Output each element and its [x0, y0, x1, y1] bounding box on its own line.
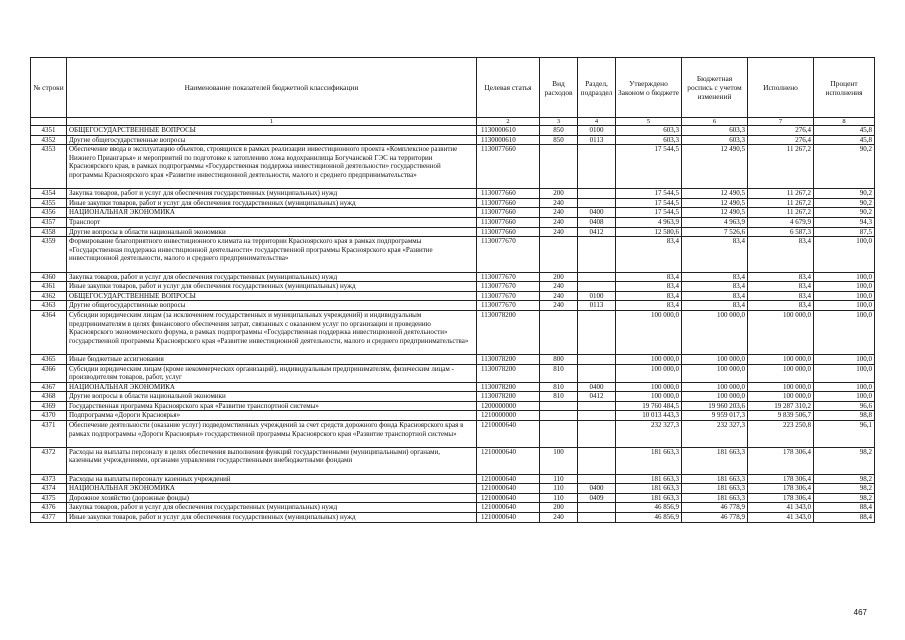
row-target-article: 1130078200: [477, 354, 540, 364]
row-name: Обеспечение ввода в эксплуатацию объектов, строящихся в рамках реализации инвестиционного проекта «Комплексное развитие Нижнего Приангарья» и мероприятий по подготовке к затоплению ложа водохранилища Богучанской ГЭС на территории Красноярского края, в рамках подпрограммы «Государственная поддержка инвестиционной деятельности» государственной программы Красноярского края «Развитие инвестиционной деятельности, малого и среднего предпринимательства»: [67, 145, 477, 189]
row-executed: 276,4: [748, 135, 814, 145]
row-section: [578, 401, 616, 411]
row-target-article: 1200000000: [477, 401, 540, 411]
row-executed: 100 000,0: [748, 382, 814, 392]
header-target-article: Целевая статья: [477, 58, 540, 118]
row-expense-type: 200: [540, 503, 578, 513]
row-section: 0408: [578, 217, 616, 227]
row-name: ОБЩЕГОСУДАРСТВЕННЫЕ ВОПРОСЫ: [67, 291, 477, 301]
row-percent: 100,0: [814, 364, 875, 382]
row-target-article: 1210000640: [477, 447, 540, 474]
row-percent: 100,0: [814, 310, 875, 354]
row-section: 0409: [578, 493, 616, 503]
row-target-article: 1210000640: [477, 503, 540, 513]
row-section: [578, 282, 616, 292]
table-row: [31, 503, 875, 513]
page-number: 467: [853, 608, 867, 617]
row-section: [578, 411, 616, 421]
row-target-article: 1130077660: [477, 217, 540, 227]
row-percent: 94,3: [814, 217, 875, 227]
row-expense-type: 850: [540, 135, 578, 145]
row-executed: 100 000,0: [748, 364, 814, 382]
table-row: [31, 126, 875, 136]
row-section: 0400: [578, 484, 616, 494]
row-executed: 178 306,4: [748, 447, 814, 474]
row-target-article: 1130077670: [477, 291, 540, 301]
row-name: НАЦИОНАЛЬНАЯ ЭКОНОМИКА: [67, 208, 477, 218]
column-number-row: [31, 118, 875, 126]
row-target-article: 1130077660: [477, 145, 540, 189]
row-budget-list: 83,4: [682, 301, 748, 311]
row-percent: 100,0: [814, 382, 875, 392]
table-row: [31, 411, 875, 421]
row-budget-list: 12 490,5: [682, 198, 748, 208]
row-number: 4365: [31, 354, 67, 364]
row-expense-type: 110: [540, 474, 578, 484]
row-number: 4373: [31, 474, 67, 484]
row-name: Обеспечение деятельности (оказание услуг) подведомственных учреждений за счет средств дорожного фонда Красноярского края в рамках подпрограммы «Дороги Красноярья» государственной программы Красноярского края «Развитие транспортной системы»: [67, 421, 477, 448]
row-budget-list: 181 663,3: [682, 493, 748, 503]
row-budget-list: 83,4: [682, 282, 748, 292]
header-executed: Исполнено: [748, 58, 814, 118]
row-section: 0400: [578, 208, 616, 218]
row-budget-list: 100 000,0: [682, 364, 748, 382]
table-row: [31, 401, 875, 411]
row-name: Субсидии юридическим лицам (кроме некоммерческих организаций), индивидуальным предпринимателям, физическим лицам - производителям товаров, работ, услуг: [67, 364, 477, 382]
row-name: Иные закупки товаров, работ и услуг для обеспечения государственных (муниципальных) нужд: [67, 282, 477, 292]
table-row: [31, 198, 875, 208]
row-number: 4356: [31, 208, 67, 218]
row-name: Другие вопросы в области национальной экономики: [67, 227, 477, 237]
row-expense-type: [540, 401, 578, 411]
row-budget-list: 181 663,3: [682, 447, 748, 474]
row-budget-list: 100 000,0: [682, 310, 748, 354]
row-number: 4366: [31, 364, 67, 382]
row-number: 4353: [31, 145, 67, 189]
table-row: [31, 382, 875, 392]
row-executed: 11 267,2: [748, 145, 814, 189]
row-name: Иные бюджетные ассигнования: [67, 354, 477, 364]
row-section: 0113: [578, 301, 616, 311]
row-percent: 98,2: [814, 474, 875, 484]
row-expense-type: 110: [540, 484, 578, 494]
row-expense-type: 240: [540, 208, 578, 218]
row-target-article: 1130078200: [477, 310, 540, 354]
row-name: Транспорт: [67, 217, 477, 227]
row-section: [578, 189, 616, 199]
column-number: 1: [67, 118, 477, 126]
row-expense-type: [540, 411, 578, 421]
row-percent: 98,2: [814, 484, 875, 494]
table-row: [31, 189, 875, 199]
row-budget-list: 4 963,9: [682, 217, 748, 227]
row-number: 4359: [31, 237, 67, 272]
row-number: 4360: [31, 272, 67, 282]
row-target-article: 1130077670: [477, 282, 540, 292]
row-number: 4351: [31, 126, 67, 136]
row-budget-list: 46 778,9: [682, 503, 748, 513]
row-budget-list: 100 000,0: [682, 392, 748, 402]
table-row: [31, 282, 875, 292]
row-budget-list: 83,4: [682, 291, 748, 301]
row-number: 4374: [31, 484, 67, 494]
row-percent: 100,0: [814, 301, 875, 311]
row-section: 0113: [578, 135, 616, 145]
row-expense-type: 240: [540, 198, 578, 208]
row-executed: 83,4: [748, 291, 814, 301]
row-name: Дорожное хозяйство (дорожные фонды): [67, 493, 477, 503]
row-approved: 10 013 443,3: [616, 411, 682, 421]
row-section: [578, 364, 616, 382]
row-percent: 100,0: [814, 282, 875, 292]
row-name: Расходы на выплаты персоналу в целях обеспечения выполнения функций государственными (муниципальными) органами, казенными учреждениями, органами управления государственными внебюджетными фондами: [67, 447, 477, 474]
row-approved: 46 856,9: [616, 503, 682, 513]
row-approved: 100 000,0: [616, 310, 682, 354]
row-number: 4358: [31, 227, 67, 237]
row-section: [578, 503, 616, 513]
row-name: Закупка товаров, работ и услуг для обеспечения государственных (муниципальных) нужд: [67, 272, 477, 282]
row-target-article: 1130078200: [477, 392, 540, 402]
row-section: 0400: [578, 382, 616, 392]
row-executed: 9 839 506,7: [748, 411, 814, 421]
row-budget-list: 12 490,5: [682, 189, 748, 199]
row-expense-type: 110: [540, 493, 578, 503]
row-approved: 4 963,9: [616, 217, 682, 227]
row-percent: 98,2: [814, 493, 875, 503]
row-percent: 96,1: [814, 421, 875, 448]
row-executed: 276,4: [748, 126, 814, 136]
header-percent: Процент исполнения: [814, 58, 875, 118]
column-number: 3: [540, 118, 578, 126]
column-number: 5: [616, 118, 682, 126]
column-number: 2: [477, 118, 540, 126]
row-target-article: 1130000610: [477, 126, 540, 136]
row-target-article: 1130077660: [477, 189, 540, 199]
row-number: 4377: [31, 513, 67, 523]
row-section: 0412: [578, 227, 616, 237]
row-percent: 88,4: [814, 513, 875, 523]
row-budget-list: 232 327,3: [682, 421, 748, 448]
row-section: 0412: [578, 392, 616, 402]
row-name: НАЦИОНАЛЬНАЯ ЭКОНОМИКА: [67, 382, 477, 392]
row-approved: 17 544,5: [616, 208, 682, 218]
row-percent: 100,0: [814, 237, 875, 272]
row-expense-type: 240: [540, 282, 578, 292]
row-percent: 90,2: [814, 189, 875, 199]
header-approved: Утверждено Законом о бюджете: [616, 58, 682, 118]
table-row: [31, 421, 875, 448]
row-name: Расходы на выплаты персоналу казенных учреждений: [67, 474, 477, 484]
row-number: 4372: [31, 447, 67, 474]
row-approved: 17 544,5: [616, 189, 682, 199]
table-row: [31, 208, 875, 218]
row-percent: 87,5: [814, 227, 875, 237]
table-row: [31, 237, 875, 272]
row-number: 4352: [31, 135, 67, 145]
row-name: Иные закупки товаров, работ и услуг для обеспечения государственных (муниципальных) нужд: [67, 513, 477, 523]
row-budget-list: 12 490,5: [682, 145, 748, 189]
row-percent: 90,2: [814, 208, 875, 218]
table-row: [31, 227, 875, 237]
row-approved: 181 663,3: [616, 447, 682, 474]
row-executed: 83,4: [748, 301, 814, 311]
table-row: [31, 145, 875, 189]
column-number: 7: [748, 118, 814, 126]
table-row: [31, 310, 875, 354]
row-name: Иные закупки товаров, работ и услуг для обеспечения государственных (муниципальных) нужд: [67, 198, 477, 208]
row-target-article: 1130000610: [477, 135, 540, 145]
row-expense-type: 240: [540, 301, 578, 311]
row-expense-type: 240: [540, 217, 578, 227]
row-budget-list: 19 960 203,6: [682, 401, 748, 411]
row-expense-type: 850: [540, 126, 578, 136]
row-approved: 83,4: [616, 237, 682, 272]
row-percent: 96,6: [814, 401, 875, 411]
row-number: 4362: [31, 291, 67, 301]
row-section: [578, 354, 616, 364]
header-name: Наименование показателей бюджетной классификации: [67, 58, 477, 118]
row-expense-type: 810: [540, 364, 578, 382]
row-name: Субсидии юридическим лицам (за исключением государственных и муниципальных учреждений) и индивидуальным предпринимателям в целях финансового обеспечения затрат, связанных с оказанием услуг по организации и проведению Красноярского экономического форума, в рамках подпрограммы «Государственная поддержка инвестиционной деятельности» государственной программы Красноярского края «Развитие инвестиционной деятельности, малого и среднего предпринимательства»: [67, 310, 477, 354]
row-approved: 100 000,0: [616, 392, 682, 402]
row-expense-type: 100: [540, 447, 578, 474]
row-target-article: 1130077670: [477, 272, 540, 282]
row-target-article: 1130077660: [477, 227, 540, 237]
row-number: 4357: [31, 217, 67, 227]
row-executed: 11 267,2: [748, 198, 814, 208]
table-body: [31, 126, 875, 523]
header-row-number: № строки: [31, 58, 67, 118]
row-approved: 181 663,3: [616, 474, 682, 484]
column-number: 4: [578, 118, 616, 126]
row-executed: 83,4: [748, 282, 814, 292]
row-target-article: 1210000640: [477, 474, 540, 484]
row-number: 4369: [31, 401, 67, 411]
column-number: 8: [814, 118, 875, 126]
row-number: 4363: [31, 301, 67, 311]
row-approved: 181 663,3: [616, 484, 682, 494]
row-name: Формирование благоприятного инвестиционного климата на территории Красноярского края в рамках подпрограммы «Государственная поддержка инвестиционной деятельности» государственной программы Красноярского края «Развитие инвестиционной деятельности, малого и среднего предпринимательства»: [67, 237, 477, 272]
row-number: 4361: [31, 282, 67, 292]
table-row: [31, 291, 875, 301]
table-row: [31, 301, 875, 311]
row-target-article: 1210000000: [477, 411, 540, 421]
row-number: 4368: [31, 392, 67, 402]
row-percent: 100,0: [814, 272, 875, 282]
row-approved: 17 544,5: [616, 145, 682, 189]
table-row: [31, 135, 875, 145]
row-expense-type: 240: [540, 291, 578, 301]
row-approved: 83,4: [616, 272, 682, 282]
row-target-article: 1210000640: [477, 513, 540, 523]
row-target-article: 1130078200: [477, 382, 540, 392]
table-row: [31, 217, 875, 227]
row-expense-type: [540, 237, 578, 272]
row-name: НАЦИОНАЛЬНАЯ ЭКОНОМИКА: [67, 484, 477, 494]
row-executed: 83,4: [748, 272, 814, 282]
row-name: Закупка товаров, работ и услуг для обеспечения государственных (муниципальных) нужд: [67, 503, 477, 513]
row-budget-list: 46 778,9: [682, 513, 748, 523]
row-executed: 41 343,0: [748, 513, 814, 523]
table-row: [31, 272, 875, 282]
row-percent: 100,0: [814, 392, 875, 402]
row-name: Закупка товаров, работ и услуг для обеспечения государственных (муниципальных) нужд: [67, 189, 477, 199]
header-expense-type: Вид расходов: [540, 58, 578, 118]
row-section: [578, 474, 616, 484]
row-executed: 100 000,0: [748, 354, 814, 364]
row-percent: 88,4: [814, 503, 875, 513]
row-expense-type: 200: [540, 272, 578, 282]
row-section: 0100: [578, 126, 616, 136]
row-approved: 83,4: [616, 301, 682, 311]
row-executed: 83,4: [748, 237, 814, 272]
table-row: [31, 484, 875, 494]
row-approved: 19 760 484,5: [616, 401, 682, 411]
row-section: [578, 272, 616, 282]
row-expense-type: [540, 421, 578, 448]
budget-table: [30, 57, 875, 523]
row-target-article: 1130077670: [477, 237, 540, 272]
row-target-article: 1210000640: [477, 421, 540, 448]
row-expense-type: [540, 145, 578, 189]
row-approved: 100 000,0: [616, 354, 682, 364]
row-budget-list: 100 000,0: [682, 354, 748, 364]
row-approved: 83,4: [616, 282, 682, 292]
row-executed: 11 267,2: [748, 208, 814, 218]
row-percent: 90,2: [814, 145, 875, 189]
row-percent: 45,8: [814, 126, 875, 136]
row-executed: 178 306,4: [748, 474, 814, 484]
column-number: [31, 118, 67, 126]
row-name: Другие вопросы в области национальной экономики: [67, 392, 477, 402]
row-name: Другие общегосударственные вопросы: [67, 135, 477, 145]
row-number: 4354: [31, 189, 67, 199]
row-executed: 178 306,4: [748, 493, 814, 503]
row-percent: 98,8: [814, 411, 875, 421]
row-target-article: 1130077660: [477, 208, 540, 218]
row-executed: 11 267,2: [748, 189, 814, 199]
row-expense-type: 240: [540, 513, 578, 523]
row-executed: 19 287 310,2: [748, 401, 814, 411]
row-executed: 4 679,9: [748, 217, 814, 227]
table-row: [31, 447, 875, 474]
row-percent: 100,0: [814, 291, 875, 301]
budget-table-sheet: [30, 57, 874, 523]
table-row: [31, 493, 875, 503]
row-approved: 603,3: [616, 126, 682, 136]
row-budget-list: 9 959 017,3: [682, 411, 748, 421]
row-expense-type: 810: [540, 392, 578, 402]
row-executed: 100 000,0: [748, 310, 814, 354]
row-approved: 17 544,5: [616, 198, 682, 208]
row-expense-type: 800: [540, 354, 578, 364]
row-budget-list: 83,4: [682, 237, 748, 272]
row-approved: 232 327,3: [616, 421, 682, 448]
row-approved: 100 000,0: [616, 364, 682, 382]
row-percent: 90,2: [814, 198, 875, 208]
row-target-article: 1130077670: [477, 301, 540, 311]
header-section: Раздел, подраздел: [578, 58, 616, 118]
table-row: [31, 392, 875, 402]
table-row: [31, 364, 875, 382]
row-executed: 223 250,8: [748, 421, 814, 448]
row-number: 4355: [31, 198, 67, 208]
row-number: 4364: [31, 310, 67, 354]
row-budget-list: 7 526,6: [682, 227, 748, 237]
row-percent: 45,8: [814, 135, 875, 145]
row-section: [578, 198, 616, 208]
row-approved: 46 856,9: [616, 513, 682, 523]
row-name: ОБЩЕГОСУДАРСТВЕННЫЕ ВОПРОСЫ: [67, 126, 477, 136]
row-budget-list: 83,4: [682, 272, 748, 282]
column-number: 6: [682, 118, 748, 126]
table-row: [31, 474, 875, 484]
row-section: [578, 447, 616, 474]
row-name: Государственная программа Красноярского края «Развитие транспортной системы»: [67, 401, 477, 411]
row-number: 4370: [31, 411, 67, 421]
row-approved: 100 000,0: [616, 382, 682, 392]
row-target-article: 1210000640: [477, 484, 540, 494]
row-executed: 6 587,3: [748, 227, 814, 237]
row-name: Подпрограмма «Дороги Красноярья»: [67, 411, 477, 421]
row-number: 4367: [31, 382, 67, 392]
row-target-article: 1210000640: [477, 493, 540, 503]
row-budget-list: 603,3: [682, 126, 748, 136]
row-approved: 12 580,6: [616, 227, 682, 237]
row-budget-list: 100 000,0: [682, 382, 748, 392]
row-budget-list: 12 490,5: [682, 208, 748, 218]
row-number: 4375: [31, 493, 67, 503]
row-approved: 83,4: [616, 291, 682, 301]
row-executed: 178 306,4: [748, 484, 814, 494]
row-target-article: 1130077660: [477, 198, 540, 208]
row-expense-type: 240: [540, 227, 578, 237]
row-executed: 41 343,0: [748, 503, 814, 513]
row-target-article: 1130078200: [477, 364, 540, 382]
row-section: [578, 513, 616, 523]
row-budget-list: 181 663,3: [682, 484, 748, 494]
table-row: [31, 513, 875, 523]
row-section: 0100: [578, 291, 616, 301]
row-section: [578, 310, 616, 354]
row-name: Другие общегосударственные вопросы: [67, 301, 477, 311]
row-expense-type: 810: [540, 382, 578, 392]
row-expense-type: 200: [540, 189, 578, 199]
row-approved: 603,3: [616, 135, 682, 145]
row-section: [578, 421, 616, 448]
row-number: 4371: [31, 421, 67, 448]
row-budget-list: 181 663,3: [682, 474, 748, 484]
table-row: [31, 354, 875, 364]
row-section: [578, 145, 616, 189]
row-approved: 181 663,3: [616, 493, 682, 503]
row-section: [578, 237, 616, 272]
row-percent: 98,2: [814, 447, 875, 474]
row-executed: 100 000,0: [748, 392, 814, 402]
row-percent: 100,0: [814, 354, 875, 364]
row-budget-list: 603,3: [682, 135, 748, 145]
row-number: 4376: [31, 503, 67, 513]
row-expense-type: [540, 310, 578, 354]
header-budget-list: Бюджетная роспись с учетом изменений: [682, 58, 748, 118]
